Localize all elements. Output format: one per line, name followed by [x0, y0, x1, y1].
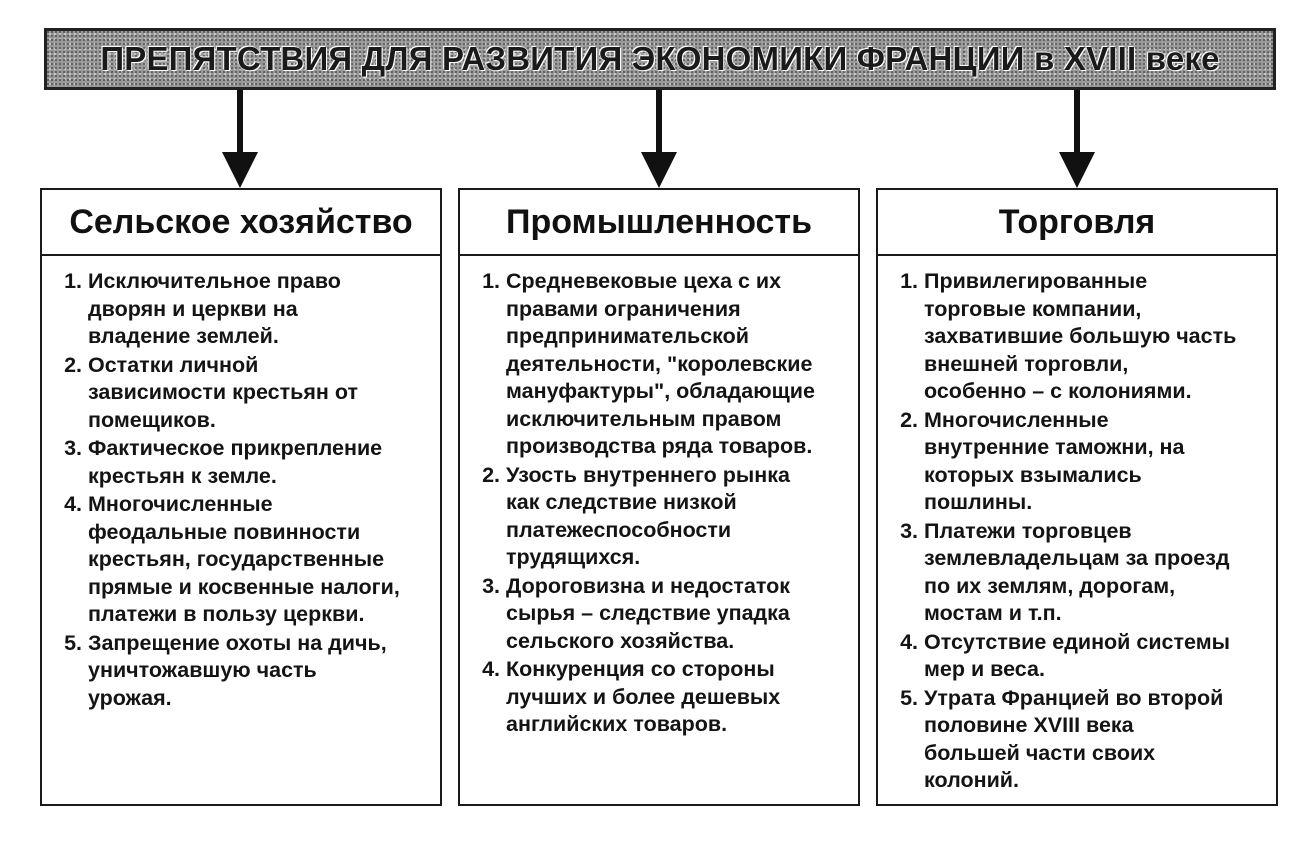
- item-number: 1.: [482, 269, 500, 293]
- list-item: [460, 573, 850, 656]
- item-text: Многочисленные феодальные повинности крестьян, государственные прямые и косвенные налоги, платежи в пользу церкви.: [88, 492, 400, 626]
- arrow-industry: [641, 90, 677, 188]
- item-text: Привилегированные торговые компании, захватившие большую часть внешней торговли, особенно – с колониями.: [924, 269, 1237, 403]
- item-number: 3.: [482, 573, 500, 598]
- item-text: Конкуренция со стороны лучших и более дешевых английских товаров.: [506, 657, 781, 736]
- list-item: [42, 630, 432, 713]
- item-number: 2.: [482, 462, 500, 487]
- item-text: Фактическое прикрепление крестьян к земле.: [88, 436, 383, 488]
- arrow-trade: [1059, 90, 1095, 188]
- list-item: [460, 462, 850, 572]
- column-industry: [458, 188, 860, 806]
- agriculture-list: [42, 256, 440, 712]
- item-number: 5.: [900, 685, 918, 710]
- list-item: [42, 435, 432, 490]
- item-text: Остатки личной зависимости крестьян от помещиков.: [88, 352, 359, 432]
- item-text: Дороговизна и недостаток сырья – следствие упадка сельского хозяйства.: [506, 573, 791, 653]
- item-number: 1.: [900, 269, 918, 293]
- item-text: Узость внутреннего рынка как следствие низкой платежеспособности трудящихся.: [506, 462, 790, 569]
- list-item: [878, 685, 1268, 795]
- column-heading-industry: Промышленность: [460, 190, 858, 256]
- trade-list: [878, 256, 1276, 795]
- item-text: Платежи торговцев землевладельцам за проезд по их землям, дорогам, мостам и т.п.: [924, 518, 1230, 625]
- item-number: 2.: [900, 407, 918, 432]
- list-item: [42, 268, 432, 351]
- item-number: 4.: [900, 629, 918, 654]
- list-item: [460, 656, 850, 739]
- item-number: 4.: [482, 657, 500, 681]
- item-number: 4.: [64, 492, 82, 516]
- item-text: Многочисленные внутренние таможни, на которых взымались пошлины.: [924, 407, 1185, 514]
- item-text: Утрата Францией во второй половине XVIII века большей части своих колоний.: [924, 685, 1224, 792]
- column-agriculture: [40, 188, 442, 806]
- column-heading-agriculture: Сельское хозяйство: [42, 190, 440, 256]
- item-number: 5.: [64, 630, 82, 655]
- industry-list: [460, 256, 858, 739]
- item-number: 1.: [64, 269, 82, 293]
- list-item: [878, 268, 1268, 406]
- list-item: [878, 518, 1268, 628]
- item-number: 3.: [900, 518, 918, 543]
- column-heading-trade: Торговля: [878, 190, 1276, 256]
- arrow-agriculture: [222, 90, 258, 188]
- list-item: [878, 407, 1268, 517]
- list-item: [42, 491, 432, 629]
- item-text: Исключительное право дворян и церкви на владение землей.: [88, 269, 341, 348]
- list-item: [42, 352, 432, 435]
- list-item: [460, 268, 850, 461]
- item-number: 2.: [64, 352, 82, 377]
- list-item: [878, 629, 1268, 684]
- item-text: Запрещение охоты на дичь, уничтожавшую часть урожая.: [88, 630, 387, 710]
- column-trade: [876, 188, 1278, 806]
- item-text: Средневековые цеха с их правами ограничения предпринимательской деятельности, "королевские мануфактуры", обладающие исключительным правом производства ряда товаров.: [506, 269, 815, 458]
- diagram-title: ПРЕПЯТСТВИЯ ДЛЯ РАЗВИТИЯ ЭКОНОМИКИ ФРАНЦИИ в XVIII веке: [100, 40, 1220, 77]
- item-text: Отсутствие единой системы мер и веса.: [924, 629, 1230, 681]
- item-number: 3.: [64, 436, 82, 460]
